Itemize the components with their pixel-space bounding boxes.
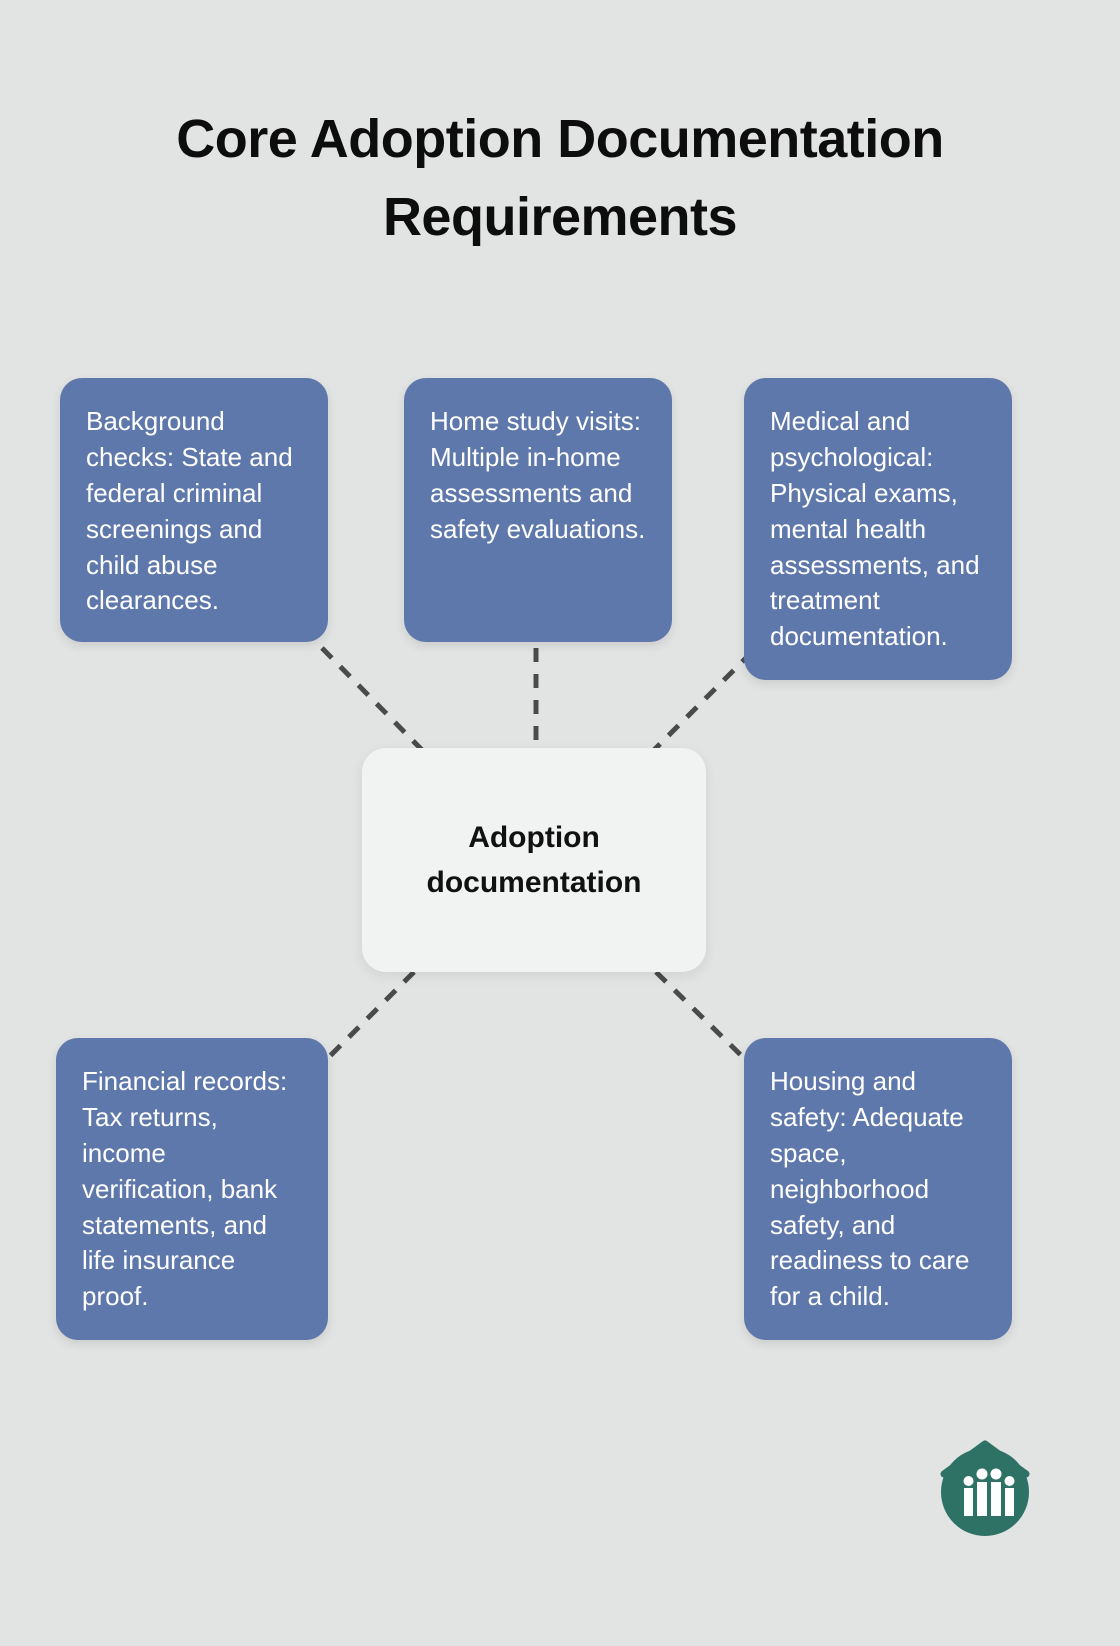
connector-financial: [322, 972, 414, 1064]
node-housing-safety[interactable]: Housing and safety: Adequate space, neighborhood safety, and readiness to care for a child.: [744, 1038, 1012, 1340]
connector-background-checks: [322, 648, 424, 752]
page-title: Core Adoption Documentation Requirements: [176, 109, 944, 248]
node-financial-records[interactable]: Financial records: Tax returns, income verification, bank statements, and life insurance proof.: [56, 1038, 328, 1340]
node-medical-psychological[interactable]: Medical and psychological: Physical exams, mental health assessments, and treatment documentation.: [744, 378, 1012, 680]
node-home-study-visits[interactable]: Home study visits: Multiple in-home assessments and safety evaluations.: [404, 378, 672, 642]
connector-housing: [656, 972, 750, 1064]
center-node-adoption-documentation[interactable]: Adoption documentation: [362, 748, 706, 972]
house-with-family-icon: [930, 1432, 1040, 1542]
connector-medical: [650, 652, 752, 754]
node-background-checks[interactable]: Background checks: State and federal criminal screenings and child abuse clearances.: [60, 378, 328, 642]
